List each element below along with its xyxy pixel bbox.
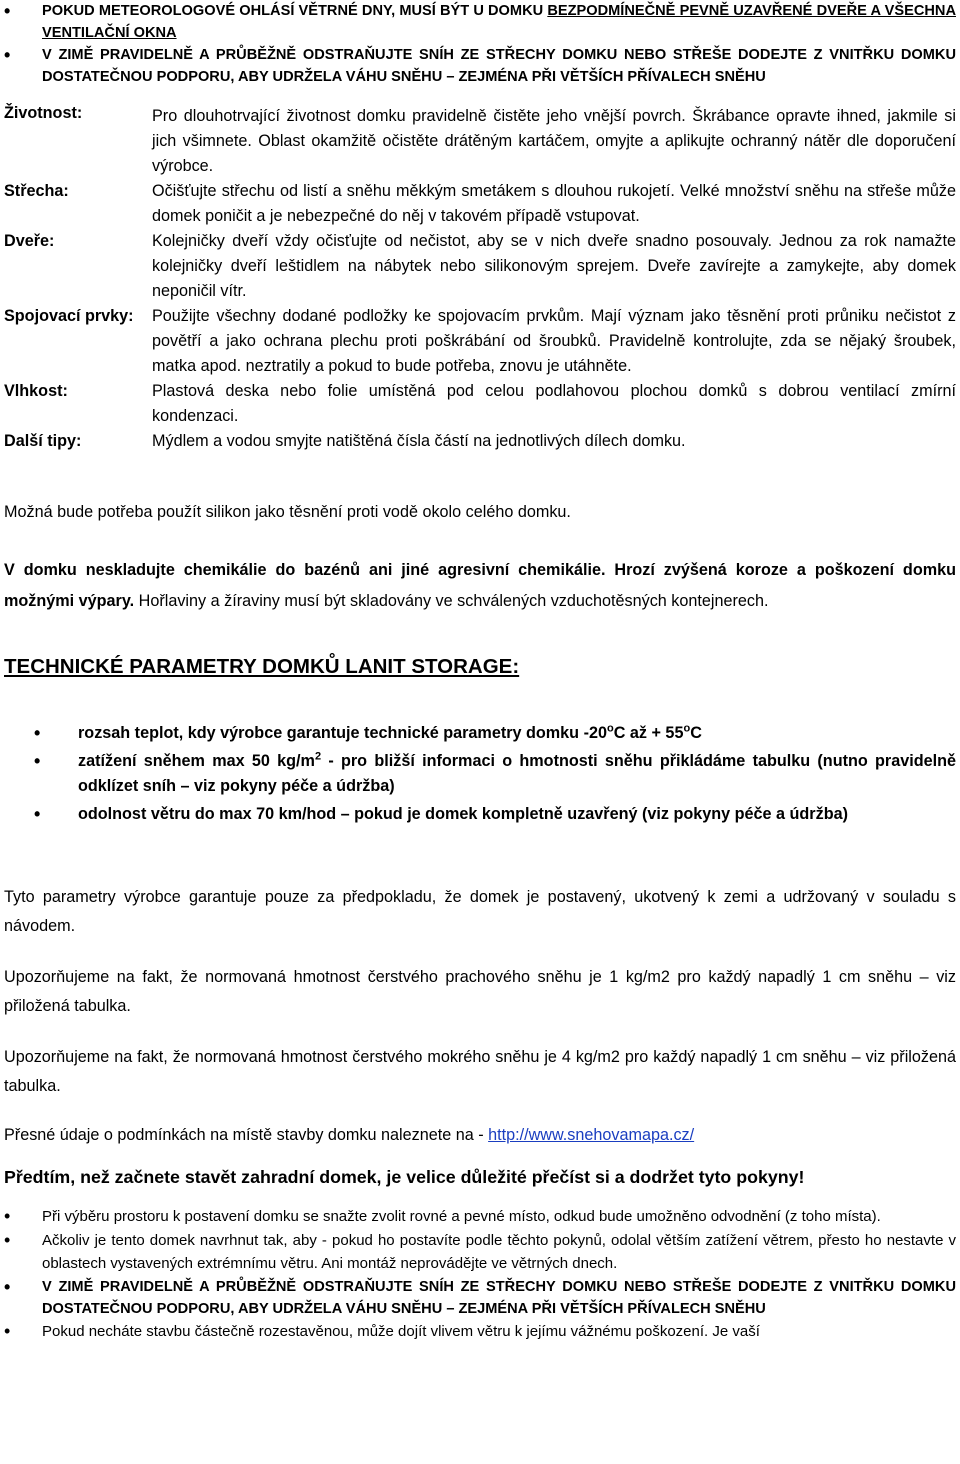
param-text: C až + 55	[613, 724, 684, 742]
care-term: Spojovací prvky:	[4, 307, 134, 325]
care-definition: Mýdlem a vodou smyjte natištěná čísla částí na jednotlivých dílech domku.	[152, 432, 686, 450]
tip-location: • Při výběru prostoru k postavení domku se snažte zvolit rovné a pevné místo, odkud bude umožněno odvodnění (z toho místa).	[4, 1205, 956, 1229]
spacer	[4, 1148, 956, 1165]
warning-item-snow: • V ZIMĚ PRAVIDELNĚ A PRŮBĚŽNĚ ODSTRAŇUJTE SNÍH ZE STŘECHY DOMKU NEBO STŘEŠE DODEJTE Z VNITŘKU DOMKU DOSTATEČNOU PODPORU, ABY UDRŽELA VÁHU SNĚHU – ZEJMÉNA PŘI VĚTŠÍCH PŘÍVALECH SNĚHU	[4, 44, 956, 88]
tech-params-heading: TECHNICKÉ PARAMETRY DOMKŮ LANIT STORAGE:	[4, 655, 520, 678]
tip-wind: • Ačkoliv je tento domek navrhnut tak, aby - pokud ho postavíte podle těchto pokynů, odolal větším zatížení větrem, přesto ho nestavte v oblastech vystavených extrémnímu větru. Ani montáž neprovádějte ve větrných dnech.	[4, 1229, 956, 1276]
important-instructions: Předtím, než začnete stavět zahradní domek, je velice důležité přečíst si a dodržet tyto pokyny!	[4, 1167, 805, 1187]
construction-tips-list	[4, 1205, 956, 1343]
care-term: Dveře:	[4, 232, 55, 250]
care-row-lifetime	[4, 101, 956, 179]
warning-item-windy-days	[4, 0, 956, 44]
warning-underlined-text: BEZPODMÍNEČNĚ PEVNĚ UZAVŘENÉ DVEŘE A VŠECHNA VENTILAČNÍ OKNA	[42, 3, 956, 41]
param-temperature	[4, 721, 956, 746]
param-text: zatížení sněhem max 50 kg/m	[78, 752, 315, 770]
care-definition: Použijte všechny dodané podložky ke spojovacím prvkům. Mají význam jako těsnění proti průniku nečistot z povětří a jako ochrana plechu proti poškrábání od šroubků. Pravidelně kontrolujte, zda se nějaký šroubek, matka apod. neztratily a pokud to bude potřeba, znovu je utáhněte.	[152, 307, 956, 375]
spacer	[4, 1021, 956, 1043]
care-row-doors	[4, 229, 956, 304]
wet-snow-note: Upozorňujeme na fakt, že normovaná hmotnost čerstvého mokrého sněhu je 4 kg/m2 pro každý napadlý 1 cm sněhu – viz přiložená tabulka.	[4, 1048, 956, 1095]
care-term: Vlhkost:	[4, 382, 68, 400]
spacer	[4, 1190, 956, 1205]
degree-sup: o	[683, 722, 691, 735]
spacer	[4, 941, 956, 963]
spacer	[4, 454, 956, 500]
care-definition: Kolejničky dveří vždy očisťujte od nečistot, aby se v nich dveře snadno posouvaly. Jednou za rok namažte kolejničky dveří leštidlem na nábytek nebo silikonovým sprejem. Dveře zavírejte a zamykejte, aby domek neponičil vítr.	[152, 232, 956, 300]
dry-snow-note: Upozorňujeme na fakt, že normovaná hmotnost čerstvého prachového sněhu je 1 kg/m2 pro každý napadlý 1 cm sněhu – viz přiložená tabulka.	[4, 968, 956, 1015]
snow-map-link[interactable]: http://www.snehovamapa.cz/	[488, 1126, 695, 1144]
care-row-roof	[4, 179, 956, 229]
warning-text: POKUD METEOROLOGOVÉ OHLÁSÍ VĚTRNÉ DNY, MUSÍ BÝT U DOMKU	[42, 3, 548, 19]
care-section	[4, 101, 956, 454]
tech-params-list	[4, 721, 956, 827]
care-term: Životnost:	[4, 104, 83, 122]
param-text: rozsah teplot, kdy výrobce garantuje technické parametry domku -20	[78, 724, 607, 742]
chemicals-warning-regular: Hořlaviny a žíraviny musí být skladovány ve schválených vzduchotěsných kontejnerech.	[134, 592, 769, 610]
param-snow-load	[4, 749, 956, 799]
param-wind: • odolnost větru do max 70 km/hod – pokud je domek kompletně uzavřený (viz pokyny péče a údržba)	[4, 802, 956, 827]
spacer	[4, 525, 956, 555]
care-definition: Plastová deska nebo folie umístěná pod celou podlahovou plochou domků s dobrou ventilací zmírní kondenzaci.	[152, 382, 956, 425]
care-definition: Očišťujte střechu od listí a sněhu měkkým smetákem s dlouhou rukojetí. Velké množství sněhu na střeše může domek poničit a je nebezpečné do něj v takovém případě vstupovat.	[152, 182, 956, 225]
care-term: Další tipy:	[4, 432, 82, 450]
care-row-humidity	[4, 379, 956, 429]
tip-partial-construction: • Pokud necháte stavbu částečně rozestavěnou, může dojít vlivem větru k jejímu vážnému poškození. Je vaší	[4, 1320, 956, 1344]
spacer	[4, 617, 956, 653]
param-text: - pro bližší informaci o hmotnosti sněhu přikládáme tabulku (nutno pravidelně odklízet sníh – viz pokyny péče a údržba)	[78, 752, 956, 795]
warning-list	[4, 0, 956, 88]
care-row-other-tips	[4, 429, 956, 454]
snow-map-text: Přesné údaje o podmínkách na místě stavby domku naleznete na -	[4, 1126, 489, 1144]
square-sup: 2	[314, 750, 322, 763]
care-term: Střecha:	[4, 182, 69, 200]
degree-sup: o	[606, 722, 614, 735]
spacer	[4, 681, 956, 721]
tip-winter-snow: • V ZIMĚ PRAVIDELNĚ A PRŮBĚŽNĚ ODSTRAŇUJTE SNÍH ZE STŘECHY DOMKU NEBO STŘEŠE DODEJTE Z VNITŘKU DOMKU DOSTATEČNOU PODPORU, ABY UDRŽELA VÁHU SNĚHU – ZEJMÉNA PŘI VĚTŠÍCH PŘÍVALECH SNĚHU	[4, 1276, 956, 1320]
silicon-note: Možná bude potřeba použít silikon jako těsnění proti vodě okolo celého domku.	[4, 503, 571, 521]
snow-map-note	[4, 1123, 956, 1148]
guarantee-note: Tyto parametry výrobce garantuje pouze za předpokladu, že domek je postavený, ukotvený k zemi a udržovaný v souladu s návodem.	[4, 888, 956, 935]
chemicals-warning	[4, 555, 956, 617]
spacer	[4, 830, 956, 883]
care-row-fasteners	[4, 304, 956, 379]
param-text: C	[690, 724, 702, 742]
care-definition: Pro dlouhotrvající životnost domku pravidelně čistěte jeho vnější povrch. Škrábance opravte ihned, jakmile si jich všimnete. Oblast okamžitě očistěte drátěným kartáčem, omyjte a aplikujte ochranný nátěr dle doporučení výrobce.	[152, 107, 956, 175]
spacer	[4, 1101, 956, 1123]
chemicals-warning-bold: V domku neskladujte chemikálie do bazénů ani jiné agresivní chemikálie. Hrozí zvýšená koroze a poškození domku možnými výpary.	[4, 561, 956, 610]
